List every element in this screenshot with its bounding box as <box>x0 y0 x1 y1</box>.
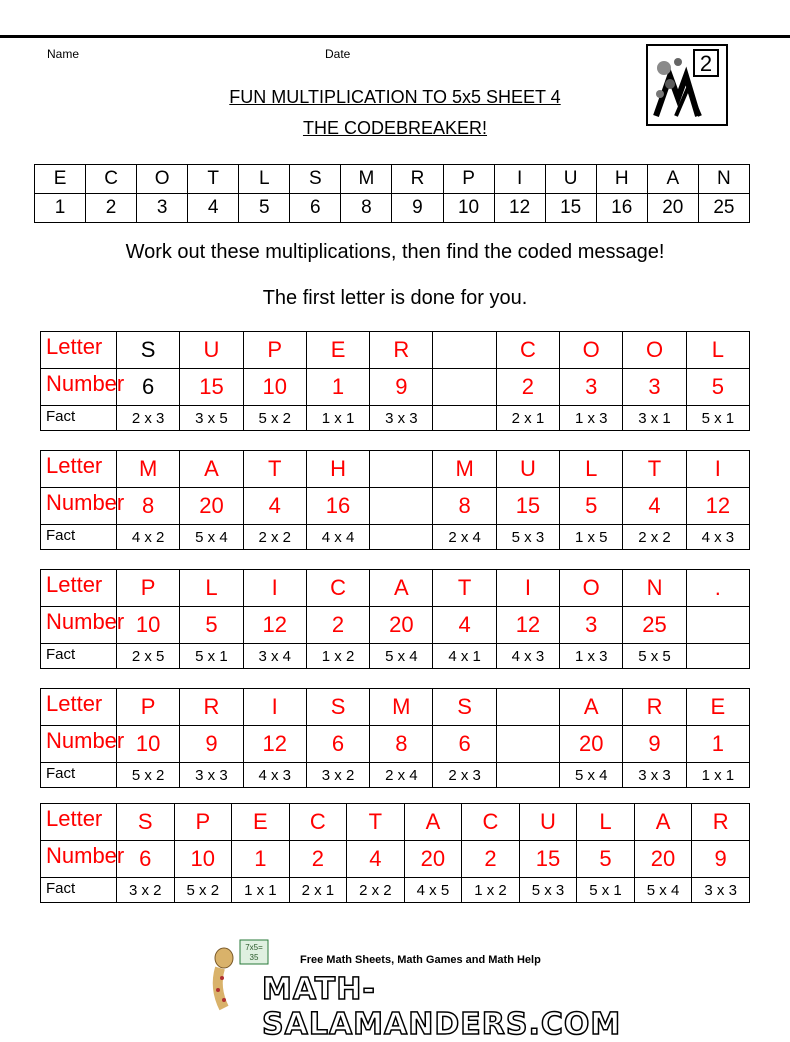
code-key-table <box>34 164 750 223</box>
puzzle-fact-cell: 1 x 3 <box>560 406 623 431</box>
puzzle-fact-cell: 5 x 2 <box>174 878 232 903</box>
key-letter-cell: O <box>137 165 188 194</box>
puzzle-letter-cell: P <box>243 332 306 369</box>
top-rule <box>0 35 790 38</box>
puzzle-number-cell <box>686 607 749 644</box>
puzzle-number-row <box>41 607 750 644</box>
puzzle-fact-cell: 5 x 1 <box>577 878 635 903</box>
puzzle-letter-cell: M <box>117 451 180 488</box>
puzzle-number-cell: 1 <box>686 726 749 763</box>
puzzle-number-cell: 12 <box>243 607 306 644</box>
puzzle-fact-cell: 1 x 1 <box>686 763 749 788</box>
puzzle-letter-cell: S <box>117 804 175 841</box>
key-number-cell: 1 <box>35 194 86 223</box>
puzzle-fact-cell: 4 x 5 <box>404 878 462 903</box>
puzzle-letter-cell: O <box>560 570 623 607</box>
puzzle-number-row <box>41 369 750 406</box>
badge-line-1: 7x5= <box>245 943 263 952</box>
puzzle-number-cell: 15 <box>180 369 243 406</box>
row-label-number: Number <box>41 726 117 763</box>
row-label-fact: Fact <box>41 406 117 431</box>
puzzle-number-cell: 5 <box>686 369 749 406</box>
puzzle-letter-cell: S <box>433 689 496 726</box>
puzzle-number-cell: 5 <box>180 607 243 644</box>
key-number-cell: 16 <box>596 194 647 223</box>
puzzle-number-cell: 9 <box>692 841 750 878</box>
puzzle-letter-cell: L <box>577 804 635 841</box>
row-label-number: Number <box>41 841 117 878</box>
puzzle-letter-row <box>41 689 750 726</box>
puzzle-number-cell: 12 <box>496 607 559 644</box>
puzzle-letter-cell: R <box>623 689 686 726</box>
name-label: Name <box>47 47 80 61</box>
puzzle-fact-cell: 5 x 2 <box>117 763 180 788</box>
puzzle-letter-cell: L <box>686 332 749 369</box>
key-letter-cell: H <box>596 165 647 194</box>
row-label-letter: Letter <box>41 804 117 841</box>
puzzle-letter-cell: T <box>347 804 405 841</box>
puzzle-letter-cell <box>433 332 496 369</box>
puzzle-number-cell: 8 <box>433 488 496 525</box>
key-letter-cell: R <box>392 165 443 194</box>
key-number-cell: 6 <box>290 194 341 223</box>
puzzle-fact-cell: 5 x 3 <box>496 525 559 550</box>
puzzle-fact-cell <box>370 525 433 550</box>
puzzle-letter-cell: T <box>243 451 306 488</box>
puzzle-number-cell: 6 <box>433 726 496 763</box>
puzzle-number-row <box>41 488 750 525</box>
puzzle-number-cell: 5 <box>577 841 635 878</box>
puzzle-fact-cell <box>496 763 559 788</box>
code-key-numbers-row <box>35 194 750 223</box>
puzzle-number-cell: 1 <box>232 841 290 878</box>
puzzle-fact-cell: 2 x 2 <box>243 525 306 550</box>
puzzle-fact-cell <box>686 644 749 669</box>
puzzle-letter-cell: C <box>462 804 520 841</box>
puzzle-letter-cell: R <box>692 804 750 841</box>
date-label: Date <box>325 47 351 61</box>
puzzle-fact-cell: 2 x 2 <box>347 878 405 903</box>
puzzle-number-cell: 8 <box>370 726 433 763</box>
puzzle-fact-cell: 4 x 4 <box>306 525 369 550</box>
puzzle-number-cell: 20 <box>634 841 692 878</box>
puzzle-number-cell: 10 <box>243 369 306 406</box>
puzzle-letter-cell: I <box>496 570 559 607</box>
puzzle-fact-cell: 3 x 3 <box>692 878 750 903</box>
puzzle-table <box>40 331 750 431</box>
puzzle-letter-row <box>41 451 750 488</box>
key-letter-cell: I <box>494 165 545 194</box>
page-subtitle: THE CODEBREAKER! <box>302 118 488 138</box>
key-letter-cell: U <box>545 165 596 194</box>
puzzle-number-cell: 1 <box>306 369 369 406</box>
puzzle-fact-cell: 1 x 3 <box>560 644 623 669</box>
row-label-letter: Letter <box>41 570 117 607</box>
puzzle-number-cell: 6 <box>306 726 369 763</box>
puzzle-fact-cell: 5 x 4 <box>180 525 243 550</box>
puzzle-fact-cell: 2 x 1 <box>289 878 347 903</box>
puzzle-number-cell: 6 <box>117 369 180 406</box>
puzzle-letter-cell: A <box>634 804 692 841</box>
key-number-cell: 20 <box>647 194 698 223</box>
instruction-line-1: Work out these multiplications, then find the coded message! <box>125 241 665 263</box>
puzzle-fact-cell: 2 x 4 <box>433 525 496 550</box>
puzzle-letter-cell: L <box>560 451 623 488</box>
puzzle-fact-row <box>41 763 750 788</box>
puzzle-letter-cell: O <box>623 332 686 369</box>
puzzle-letter-cell: C <box>496 332 559 369</box>
puzzle-fact-cell: 2 x 5 <box>117 644 180 669</box>
row-label-fact: Fact <box>41 644 117 669</box>
puzzle-fact-cell: 5 x 2 <box>243 406 306 431</box>
row-label-number: Number <box>41 369 117 406</box>
key-number-cell: 5 <box>239 194 290 223</box>
puzzle-number-cell: 2 <box>496 369 559 406</box>
puzzle-number-cell: 20 <box>404 841 462 878</box>
key-number-cell: 4 <box>188 194 239 223</box>
puzzle-letter-cell: A <box>370 570 433 607</box>
puzzle-number-cell: 9 <box>180 726 243 763</box>
puzzle-number-cell: 25 <box>623 607 686 644</box>
puzzle-letter-cell: I <box>243 570 306 607</box>
puzzle-fact-row <box>41 406 750 431</box>
puzzle-letter-cell: C <box>306 570 369 607</box>
puzzle-number-cell: 2 <box>289 841 347 878</box>
instruction-line-2: The first letter is done for you. <box>262 287 528 309</box>
puzzle-number-cell: 4 <box>623 488 686 525</box>
puzzle-number-cell: 5 <box>560 488 623 525</box>
puzzle-fact-cell: 2 x 4 <box>370 763 433 788</box>
puzzle-fact-cell: 3 x 2 <box>306 763 369 788</box>
puzzle-number-cell: 3 <box>560 607 623 644</box>
puzzle-letter-cell: C <box>289 804 347 841</box>
key-number-cell: 8 <box>341 194 392 223</box>
puzzle-number-cell: 12 <box>243 726 306 763</box>
puzzle-number-cell <box>370 488 433 525</box>
row-label-number: Number <box>41 607 117 644</box>
row-label-letter: Letter <box>41 451 117 488</box>
puzzle-number-cell <box>433 369 496 406</box>
puzzle-fact-cell <box>433 406 496 431</box>
puzzle-fact-cell: 3 x 4 <box>243 644 306 669</box>
badge-line-2: 35 <box>249 953 259 962</box>
puzzle-fact-cell: 4 x 3 <box>496 644 559 669</box>
puzzle-fact-cell: 1 x 2 <box>306 644 369 669</box>
row-label-letter: Letter <box>41 689 117 726</box>
code-key-letters-row <box>35 165 750 194</box>
puzzle-table <box>40 688 750 788</box>
puzzle-letter-cell: U <box>180 332 243 369</box>
puzzle-letter-row <box>41 332 750 369</box>
puzzle-number-row <box>41 726 750 763</box>
salamander-logo-icon <box>646 44 728 126</box>
puzzle-letter-cell: M <box>370 689 433 726</box>
puzzle-letter-cell: E <box>232 804 290 841</box>
puzzle-number-cell: 4 <box>243 488 306 525</box>
puzzle-letter-cell: O <box>560 332 623 369</box>
row-label-letter: Letter <box>41 332 117 369</box>
puzzle-letter-cell: E <box>686 689 749 726</box>
puzzle-number-cell: 15 <box>496 488 559 525</box>
row-label-fact: Fact <box>41 878 117 903</box>
puzzle-letter-row <box>41 570 750 607</box>
puzzle-number-cell: 15 <box>519 841 577 878</box>
puzzle-fact-cell: 2 x 1 <box>496 406 559 431</box>
puzzle-letter-cell: R <box>370 332 433 369</box>
key-number-cell: 25 <box>698 194 749 223</box>
puzzle-fact-cell: 5 x 1 <box>686 406 749 431</box>
puzzle-letter-cell: . <box>686 570 749 607</box>
puzzle-fact-cell: 5 x 1 <box>180 644 243 669</box>
puzzle-letter-cell: H <box>306 451 369 488</box>
puzzle-letter-cell: A <box>404 804 462 841</box>
puzzle-letter-cell: A <box>560 689 623 726</box>
puzzle-letter-cell: P <box>174 804 232 841</box>
puzzle-fact-cell: 4 x 1 <box>433 644 496 669</box>
key-letter-cell: S <box>290 165 341 194</box>
puzzle-letter-cell: A <box>180 451 243 488</box>
puzzle-letter-cell: I <box>686 451 749 488</box>
puzzle-fact-cell: 1 x 1 <box>306 406 369 431</box>
key-number-cell: 2 <box>86 194 137 223</box>
puzzle-fact-cell: 4 x 3 <box>686 525 749 550</box>
puzzle-fact-cell: 3 x 5 <box>180 406 243 431</box>
puzzle-fact-cell: 5 x 3 <box>519 878 577 903</box>
key-letter-cell: T <box>188 165 239 194</box>
puzzle-letter-row <box>41 804 750 841</box>
puzzle-number-cell: 20 <box>180 488 243 525</box>
key-number-cell: 12 <box>494 194 545 223</box>
puzzle-fact-cell: 2 x 2 <box>623 525 686 550</box>
puzzle-letter-cell: T <box>623 451 686 488</box>
key-letter-cell: N <box>698 165 749 194</box>
key-number-cell: 9 <box>392 194 443 223</box>
puzzle-letter-cell: I <box>243 689 306 726</box>
puzzle-number-cell: 6 <box>117 841 175 878</box>
puzzle-fact-cell: 5 x 4 <box>560 763 623 788</box>
key-letter-cell: M <box>341 165 392 194</box>
puzzle-number-cell: 10 <box>117 726 180 763</box>
puzzle-letter-cell: E <box>306 332 369 369</box>
puzzle-number-cell: 9 <box>623 726 686 763</box>
puzzle-number-cell: 9 <box>370 369 433 406</box>
key-number-cell: 10 <box>443 194 494 223</box>
footer-tagline: Free Math Sheets, Math Games and Math Help <box>300 954 541 966</box>
puzzle-fact-cell: 2 x 3 <box>117 406 180 431</box>
puzzle-fact-cell: 1 x 1 <box>232 878 290 903</box>
puzzle-fact-cell: 5 x 5 <box>623 644 686 669</box>
puzzle-number-row <box>41 841 750 878</box>
puzzle-fact-cell: 5 x 4 <box>370 644 433 669</box>
key-letter-cell: L <box>239 165 290 194</box>
puzzle-number-cell: 16 <box>306 488 369 525</box>
key-number-cell: 3 <box>137 194 188 223</box>
row-label-fact: Fact <box>41 525 117 550</box>
puzzle-number-cell: 4 <box>433 607 496 644</box>
puzzle-letter-cell: U <box>519 804 577 841</box>
salamander-mascot-icon <box>200 938 270 1012</box>
puzzle-letter-cell: R <box>180 689 243 726</box>
puzzle-fact-cell: 3 x 3 <box>370 406 433 431</box>
key-letter-cell: C <box>86 165 137 194</box>
puzzle-fact-cell: 4 x 3 <box>243 763 306 788</box>
puzzle-letter-cell: P <box>117 570 180 607</box>
puzzle-fact-row <box>41 525 750 550</box>
puzzle-fact-cell: 2 x 3 <box>433 763 496 788</box>
puzzle-fact-cell: 1 x 2 <box>462 878 520 903</box>
key-number-cell: 15 <box>545 194 596 223</box>
puzzle-number-cell: 4 <box>347 841 405 878</box>
puzzle-letter-cell: L <box>180 570 243 607</box>
puzzle-table <box>40 569 750 669</box>
key-letter-cell: P <box>443 165 494 194</box>
puzzle-letter-cell: N <box>623 570 686 607</box>
puzzle-number-cell: 3 <box>560 369 623 406</box>
puzzle-letter-cell: T <box>433 570 496 607</box>
puzzle-letter-cell <box>370 451 433 488</box>
puzzle-letter-cell <box>496 689 559 726</box>
puzzle-letter-cell: U <box>496 451 559 488</box>
puzzle-number-cell: 10 <box>174 841 232 878</box>
row-label-number: Number <box>41 488 117 525</box>
puzzle-number-cell: 12 <box>686 488 749 525</box>
puzzle-fact-cell: 3 x 2 <box>117 878 175 903</box>
puzzle-fact-cell: 3 x 1 <box>623 406 686 431</box>
key-letter-cell: E <box>35 165 86 194</box>
puzzle-letter-cell: M <box>433 451 496 488</box>
puzzle-fact-cell: 4 x 2 <box>117 525 180 550</box>
footer-site-link[interactable]: MATH-SALAMANDERS.COM <box>262 972 622 1042</box>
puzzle-fact-cell: 5 x 4 <box>634 878 692 903</box>
puzzle-number-cell: 3 <box>623 369 686 406</box>
puzzle-fact-cell: 3 x 3 <box>180 763 243 788</box>
puzzle-number-cell: 20 <box>370 607 433 644</box>
puzzle-number-cell: 10 <box>117 607 180 644</box>
footer-brand <box>200 938 622 1042</box>
puzzle-fact-row <box>41 878 750 903</box>
puzzle-number-cell <box>496 726 559 763</box>
row-label-fact: Fact <box>41 763 117 788</box>
puzzle-number-cell: 8 <box>117 488 180 525</box>
puzzle-fact-cell: 3 x 3 <box>623 763 686 788</box>
key-letter-cell: A <box>647 165 698 194</box>
puzzle-table <box>40 803 750 903</box>
puzzle-table <box>40 450 750 550</box>
puzzle-fact-row <box>41 644 750 669</box>
puzzle-fact-cell: 1 x 5 <box>560 525 623 550</box>
logo-digit: 2 <box>699 51 713 76</box>
puzzle-letter-cell: S <box>117 332 180 369</box>
puzzle-number-cell: 2 <box>462 841 520 878</box>
puzzle-letter-cell: S <box>306 689 369 726</box>
puzzle-letter-cell: P <box>117 689 180 726</box>
page-title: FUN MULTIPLICATION TO 5x5 SHEET 4 <box>229 87 561 107</box>
puzzle-number-cell: 20 <box>560 726 623 763</box>
puzzle-number-cell: 2 <box>306 607 369 644</box>
